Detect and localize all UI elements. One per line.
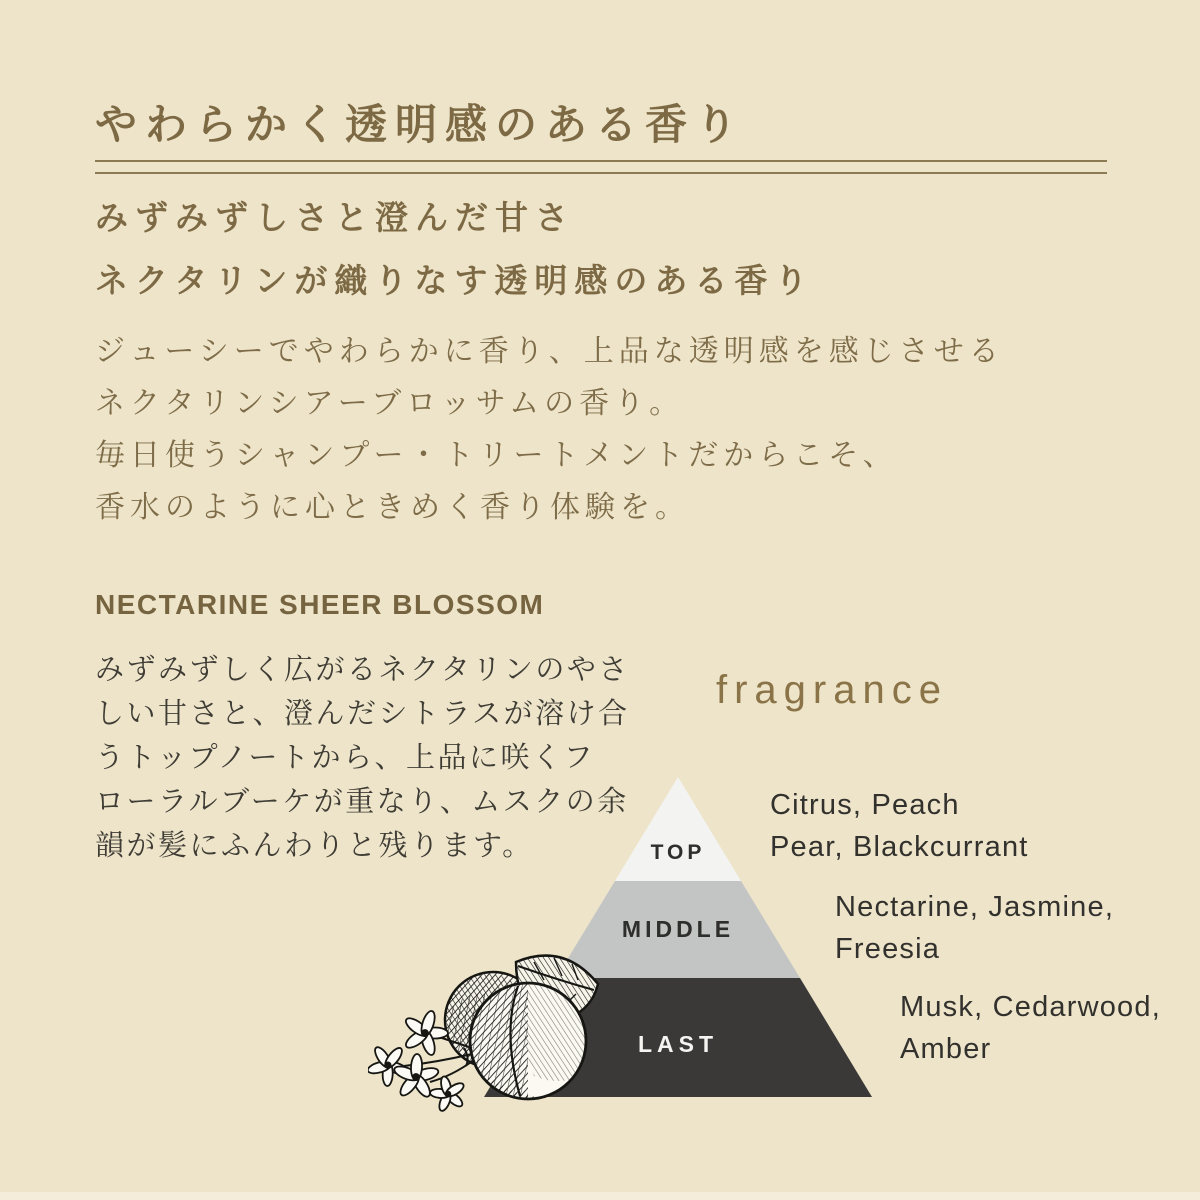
pyramid-last-label: LAST bbox=[637, 1031, 719, 1057]
pyramid-top-label: TOP bbox=[650, 841, 706, 864]
top-notes-text: Citrus, Peach Pear, Blackcurrant bbox=[770, 789, 1029, 863]
pyramid-top-band bbox=[615, 777, 741, 881]
nectarine-blossom-illustration-icon bbox=[368, 936, 608, 1114]
pyramid-middle-label: MIDDLE bbox=[621, 916, 735, 942]
fragrance-description: みずみずしく広がるネクタリンのやさ しい甘さと、澄んだシトラスが溶け合 うトップノートから、上品に咲くフ ローラルブーケが重なり、ムスクの余 韻が髪にふんわりと残ります。 bbox=[95, 654, 630, 862]
middle-notes-text: Nectarine, Jasmine, Freesia bbox=[835, 891, 1115, 965]
bottom-edge-highlight bbox=[0, 1192, 1200, 1200]
last-notes-text: Musk, Cedarwood, Amber bbox=[900, 991, 1161, 1065]
lead-paragraph: ジューシーでやわらかに香り、上品な透明感を感じさせる ネクタリンシアーブロッサムの香り。 毎日使うシャンプー・トリートメントだからこそ、 香水のように心ときめく香り体験を。 bbox=[95, 335, 1004, 524]
fragrance-name-en: NECTARINE SHEER BLOSSOM bbox=[95, 589, 545, 620]
title-double-underline bbox=[95, 160, 1107, 174]
fragrance-heading: fragrance bbox=[716, 668, 948, 712]
subtitle: みずみずしさと澄んだ甘さ ネクタリンが織りなす透明感のある香り bbox=[95, 199, 815, 299]
page-title: やわらかく透明感のある香り bbox=[95, 101, 746, 148]
